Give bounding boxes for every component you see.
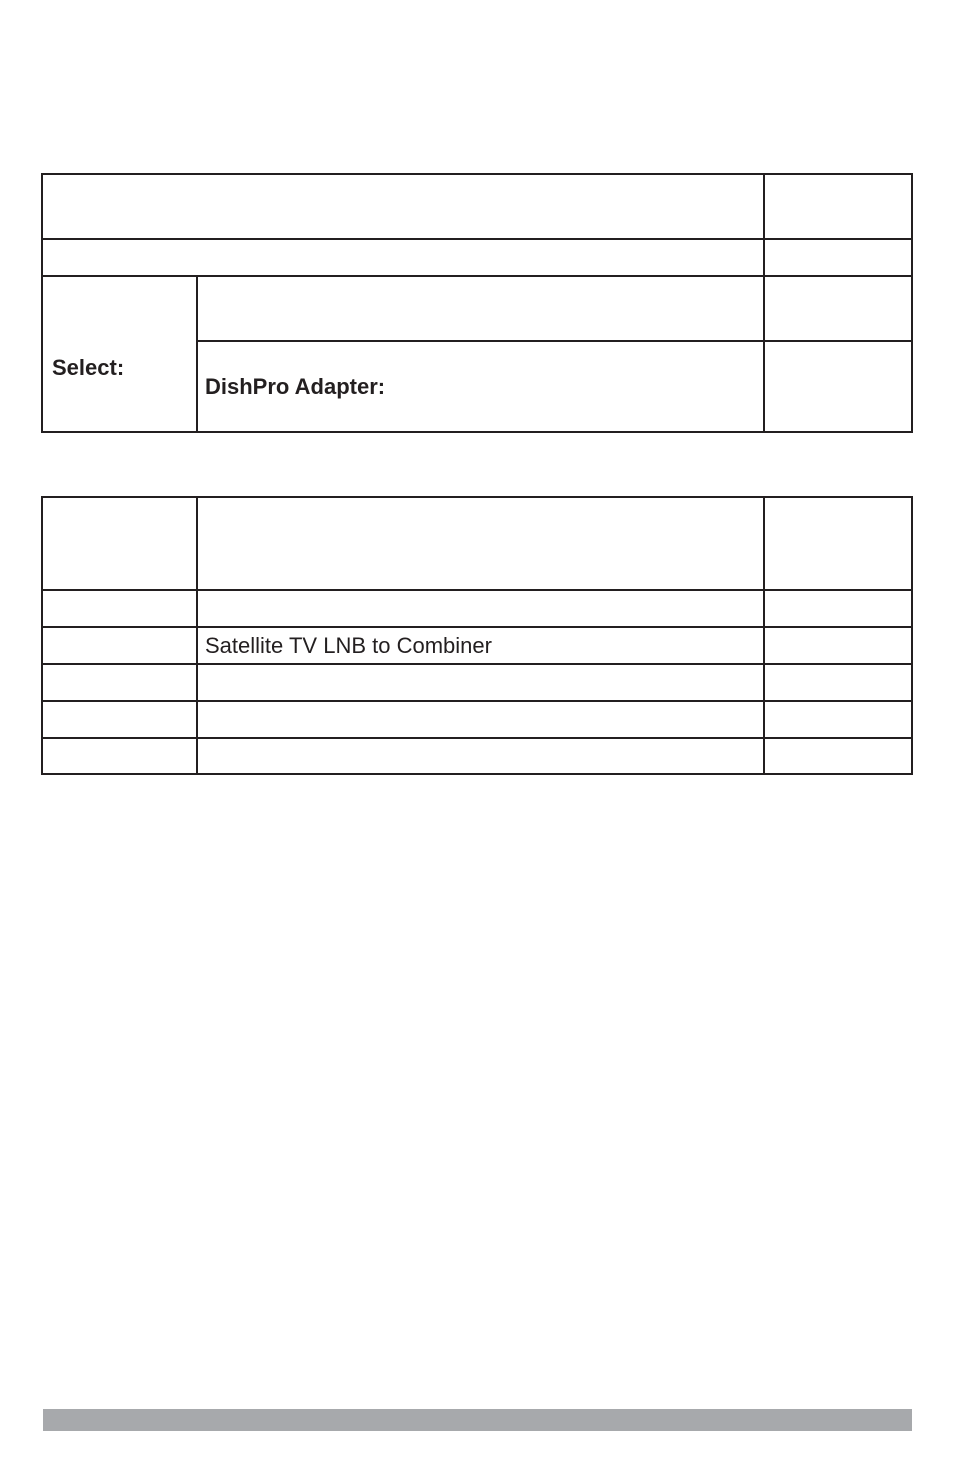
- table-row: Satellite TV LNB to Combiner: [205, 633, 492, 658]
- table-rule: [196, 275, 198, 431]
- table-rule: [763, 498, 765, 773]
- table-rule: [43, 589, 911, 591]
- table-rule: [43, 700, 911, 702]
- table-rule: [43, 663, 911, 665]
- components-table: [41, 496, 913, 775]
- table-rule: [43, 238, 911, 240]
- table-rule: [763, 175, 765, 431]
- table-rule: [196, 340, 911, 342]
- select-label: Select:: [52, 355, 125, 380]
- footer-bar: [43, 1409, 912, 1431]
- dishpro-adapter-label: DishPro Adapter:: [205, 374, 386, 399]
- selection-table: [41, 173, 913, 433]
- table-rule: [43, 626, 911, 628]
- table-rule: [43, 275, 911, 277]
- table-rule: [196, 498, 198, 773]
- table-rule: [43, 737, 911, 739]
